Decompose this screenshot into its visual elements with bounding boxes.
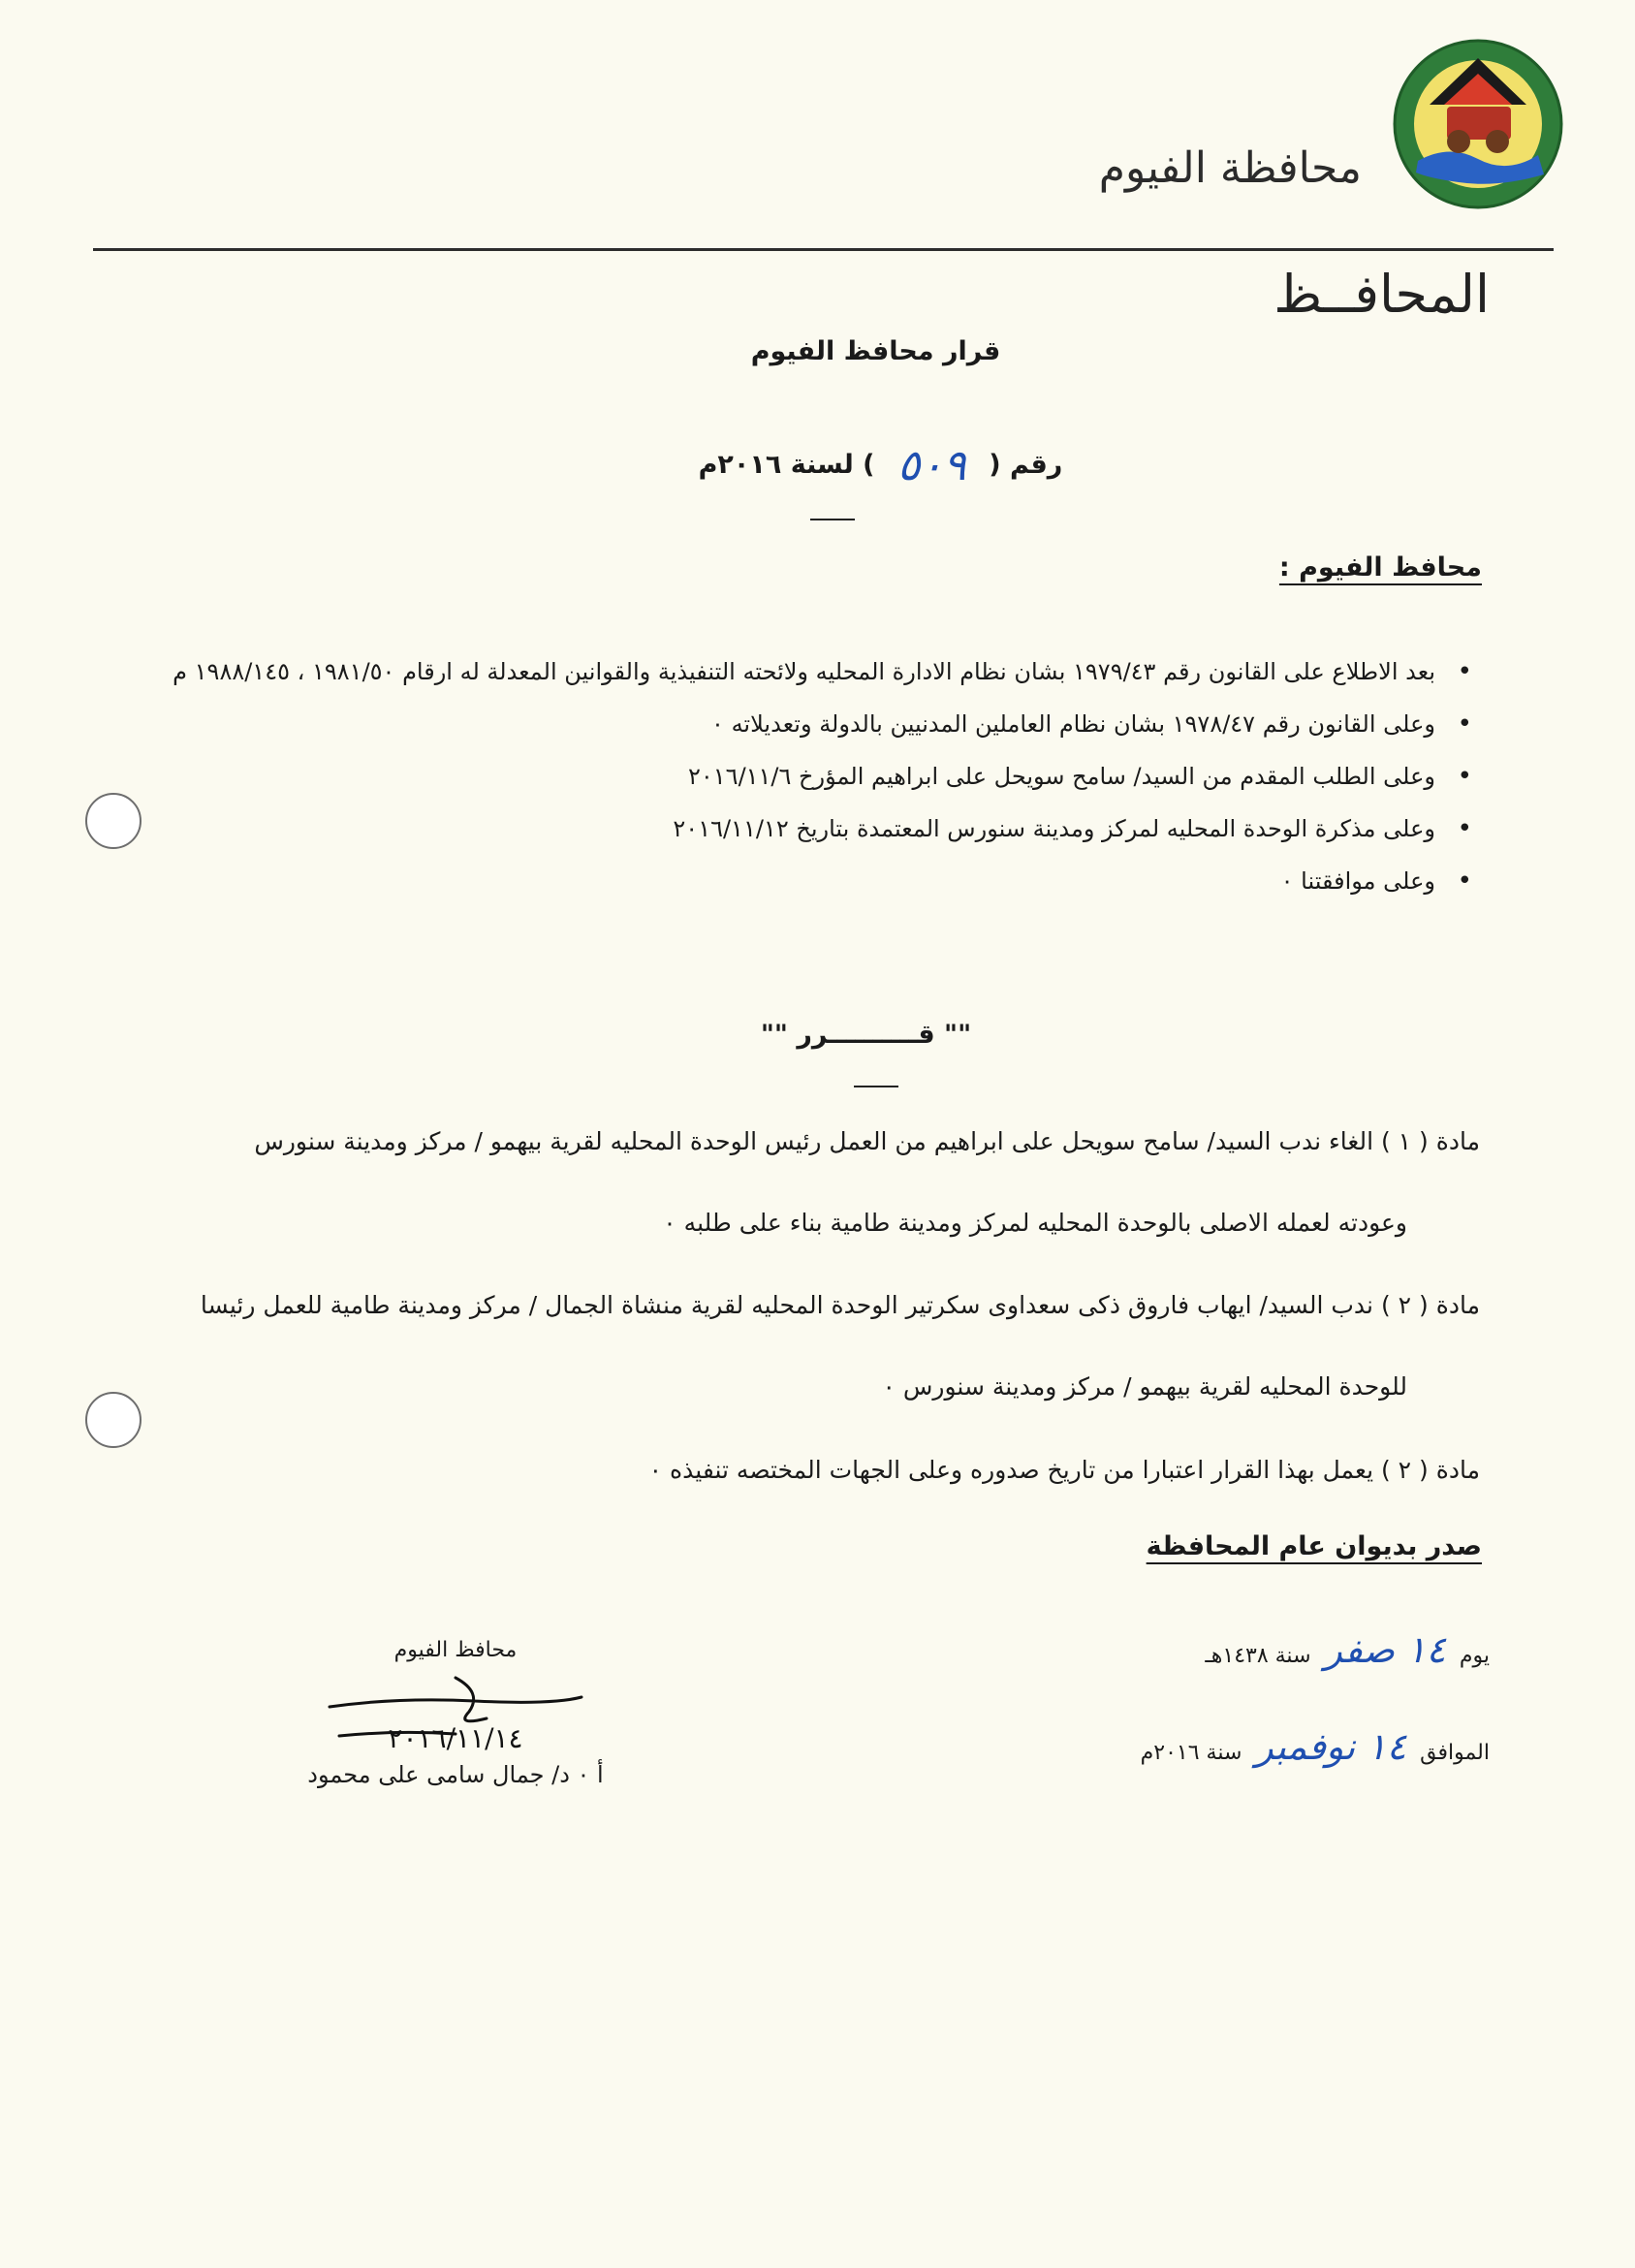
decision-number-line <box>0 441 1635 490</box>
preamble-item: • وعلى القانون رقم ١٩٧٨/٤٧ بشان نظام العاملين المدنيين بالدولة وتعديلاته ٠ <box>155 702 1482 746</box>
article-3 <box>155 1449 1480 1492</box>
article-1 <box>155 1120 1480 1244</box>
hijri-day-label: يوم <box>1459 1644 1490 1668</box>
signature-block <box>281 1638 630 1788</box>
signatory-name: أ ٠ د/ جمال سامى على محمود <box>307 1761 604 1788</box>
decision-number-handwritten: ٥٠٩ <box>896 441 966 490</box>
office-title: المحافــظ <box>1273 264 1490 325</box>
title-underline <box>810 519 855 520</box>
article-text: مادة ( ١ ) الغاء ندب السيد/ سامح سويحل على ابراهيم من العمل رئيس الوحدة المحليه لقرية بيهمو / مركز ومدينة سنورس <box>254 1127 1480 1155</box>
signature-title: محافظ الفيوم <box>393 1638 518 1662</box>
gregorian-label: الموافق <box>1420 1741 1490 1765</box>
preamble-list <box>155 649 1482 911</box>
signature-date: ٢٠١٦/١١/١٤ <box>388 1722 523 1754</box>
preamble-item: • وعلى الطلب المقدم من السيد/ سامح سويحل على ابراهيم المؤرخ ٢٠١٦/١١/٦ <box>155 754 1482 799</box>
preamble-item: • وعلى موافقتنا ٠ <box>155 859 1482 903</box>
article-text: مادة ( ٢ ) يعمل بهذا القرار اعتبارا من تاريخ صدوره وعلى الجهات المختصه تنفيذه ٠ <box>648 1456 1480 1484</box>
gregorian-day-handwritten: ١٤ نوفمبر <box>1255 1725 1407 1768</box>
punch-hole <box>85 793 141 849</box>
decides-heading: "" قــــــــــرر "" <box>760 1020 972 1050</box>
punch-hole <box>85 1392 141 1448</box>
issuer-label: محافظ الفيوم : <box>1278 552 1482 583</box>
decides-underline <box>854 1086 898 1087</box>
handwritten-signature <box>310 1668 601 1755</box>
article-text: مادة ( ٢ ) ندب السيد/ ايهاب فاروق ذكى سعداوى سكرتير الوحدة المحليه لقرية منشاة الجمال / مركز ومدينة طامية للعمل رئيسا <box>200 1291 1480 1319</box>
header-divider <box>93 248 1554 251</box>
gregorian-year: سنة ٢٠١٦م <box>1140 1741 1242 1765</box>
article-continuation: وعودته لعمله الاصلى بالوحدة المحليه لمركز ومدينة طامية بناء على طلبه ٠ <box>663 1209 1407 1237</box>
preamble-item: • بعد الاطلاع على القانون رقم ١٩٧٩/٤٣ بشان نظام الادارة المحليه ولائحته التنفيذية والقوانين المعدلة له ارقام ١٩٨١/٥٠ ، ١٩٨٨/١٤٥ م <box>155 649 1482 694</box>
preamble-item: • وعلى مذكرة الوحدة المحليه لمركز ومدينة سنورس المعتمدة بتاريخ ٢٠١٦/١١/١٢ <box>155 806 1482 851</box>
decision-number-suffix: ) لسنة ٢٠١٦م <box>698 450 875 480</box>
governorate-seal <box>1391 37 1565 211</box>
issued-at: صدر بديوان عام المحافظة <box>1146 1531 1482 1561</box>
article-2 <box>155 1284 1480 1408</box>
hijri-date-row <box>1205 1628 1490 1671</box>
gregorian-date-row <box>1141 1725 1490 1768</box>
hijri-day-handwritten: ١٤ صفر <box>1324 1628 1446 1671</box>
decision-number-prefix: رقم ( <box>989 450 1063 480</box>
hijri-year: سنة ١٤٣٨هـ <box>1205 1644 1311 1668</box>
governorate-name: محافظة الفيوم <box>1098 143 1362 193</box>
article-continuation: للوحدة المحليه لقرية بيهمو / مركز ومدينة سنورس ٠ <box>882 1372 1407 1401</box>
decision-title: قرار محافظ الفيوم <box>750 336 1001 366</box>
seal-emblem-icon <box>1391 37 1565 211</box>
